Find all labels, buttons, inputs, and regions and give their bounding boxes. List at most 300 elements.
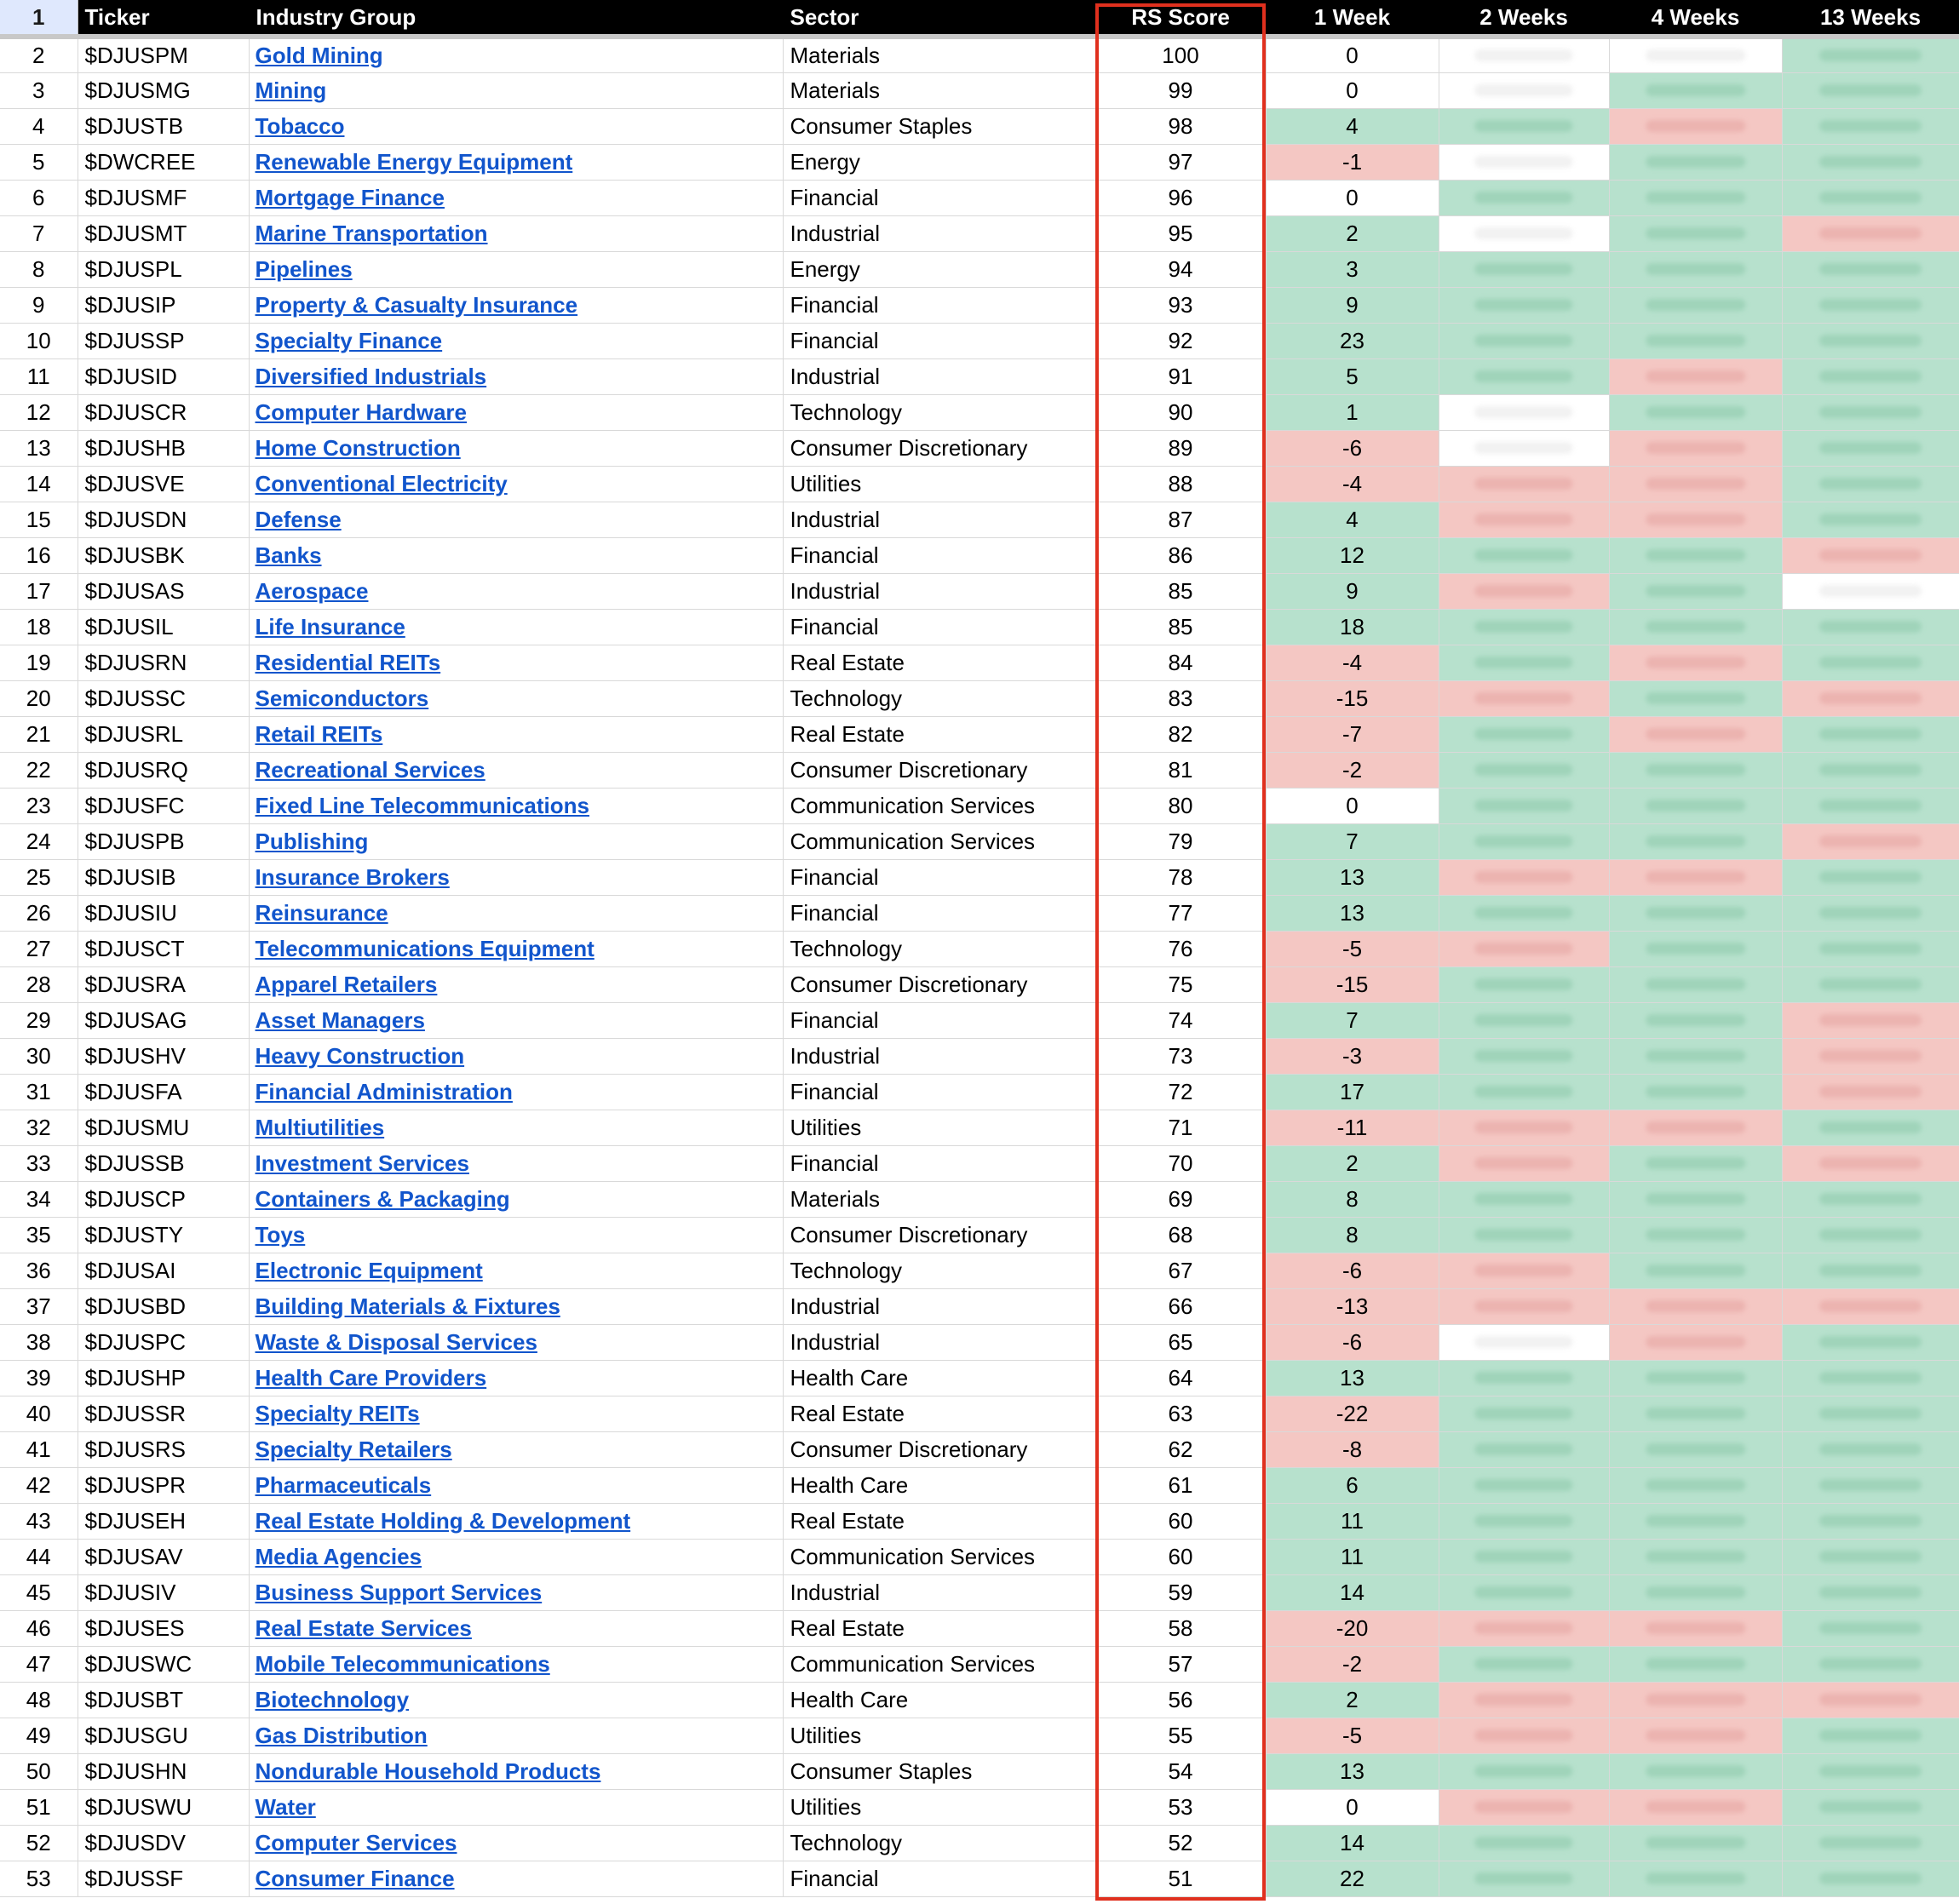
row-number[interactable]: 15 [0,502,78,537]
change-4-weeks-cell[interactable] [1609,1753,1782,1789]
industry-group-cell[interactable] [249,788,783,823]
industry-group-link[interactable]: Biotechnology [255,1686,410,1712]
change-13-weeks-cell[interactable] [1782,1217,1959,1253]
change-13-weeks-cell[interactable] [1782,1074,1959,1110]
industry-group-cell[interactable] [249,108,783,144]
change-1-week-cell[interactable]: 0 [1266,788,1439,823]
row-number[interactable]: 19 [0,645,78,680]
row-number[interactable]: 45 [0,1574,78,1610]
change-1-week-cell[interactable]: -13 [1266,1288,1439,1324]
change-1-week-cell[interactable]: 18 [1266,609,1439,645]
change-4-weeks-cell[interactable] [1609,1145,1782,1181]
change-2-weeks-cell[interactable] [1439,251,1609,287]
sector-cell[interactable]: Financial [783,287,1095,323]
ticker-cell[interactable]: $DJUSMF [78,180,249,215]
change-2-weeks-cell[interactable] [1439,394,1609,430]
industry-group-cell[interactable] [249,1324,783,1360]
change-13-weeks-cell[interactable] [1782,1825,1959,1861]
change-4-weeks-cell[interactable] [1609,144,1782,180]
change-13-weeks-cell[interactable] [1782,1646,1959,1682]
sector-cell[interactable]: Technology [783,931,1095,966]
change-4-weeks-cell[interactable] [1609,1288,1782,1324]
row-number[interactable]: 48 [0,1682,78,1718]
change-1-week-cell[interactable]: 12 [1266,537,1439,573]
ticker-cell[interactable]: $DJUSSP [78,323,249,358]
change-1-week-cell[interactable]: 9 [1266,573,1439,609]
industry-group-cell[interactable] [249,609,783,645]
industry-group-cell[interactable] [249,215,783,251]
row-number[interactable]: 37 [0,1288,78,1324]
row-number[interactable]: 40 [0,1396,78,1431]
industry-group-cell[interactable] [249,1574,783,1610]
change-4-weeks-cell[interactable] [1609,72,1782,108]
sector-cell[interactable]: Communication Services [783,1646,1095,1682]
change-13-weeks-cell[interactable] [1782,37,1959,72]
sector-cell[interactable]: Consumer Discretionary [783,430,1095,466]
rs-score-cell[interactable]: 100 [1095,37,1266,72]
ticker-cell[interactable]: $DJUSTY [78,1217,249,1253]
industry-group-cell[interactable] [249,1646,783,1682]
change-2-weeks-cell[interactable] [1439,1145,1609,1181]
change-4-weeks-cell[interactable] [1609,358,1782,394]
rs-score-cell[interactable]: 90 [1095,394,1266,430]
industry-group-link[interactable]: Building Materials & Fixtures [255,1293,560,1319]
change-1-week-cell[interactable]: -1 [1266,144,1439,180]
ticker-cell[interactable]: $DJUSAS [78,573,249,609]
change-1-week-cell[interactable]: -6 [1266,1253,1439,1288]
sector-cell[interactable]: Communication Services [783,788,1095,823]
industry-group-link[interactable]: Computer Services [255,1829,457,1855]
change-13-weeks-cell[interactable] [1782,823,1959,859]
change-1-week-cell[interactable]: 0 [1266,1789,1439,1825]
change-4-weeks-cell[interactable] [1609,251,1782,287]
ticker-cell[interactable]: $DJUSIV [78,1574,249,1610]
industry-group-cell[interactable] [249,859,783,895]
change-1-week-cell[interactable]: 9 [1266,287,1439,323]
change-2-weeks-cell[interactable] [1439,1253,1609,1288]
change-1-week-cell[interactable]: 8 [1266,1217,1439,1253]
industry-group-cell[interactable] [249,1431,783,1467]
ticker-cell[interactable]: $DJUSSB [78,1145,249,1181]
change-2-weeks-cell[interactable] [1439,931,1609,966]
sector-cell[interactable]: Communication Services [783,823,1095,859]
change-2-weeks-cell[interactable] [1439,823,1609,859]
industry-group-link[interactable]: Media Agencies [255,1543,422,1569]
sector-cell[interactable]: Consumer Staples [783,108,1095,144]
rs-score-cell[interactable]: 57 [1095,1646,1266,1682]
change-4-weeks-cell[interactable] [1609,752,1782,788]
row-number[interactable]: 23 [0,788,78,823]
row-number[interactable]: 29 [0,1002,78,1038]
row-number[interactable]: 22 [0,752,78,788]
row-number[interactable]: 50 [0,1753,78,1789]
sector-cell[interactable]: Financial [783,859,1095,895]
row-number[interactable]: 53 [0,1861,78,1896]
column-header-ticker[interactable]: Ticker [78,0,249,37]
rs-score-cell[interactable]: 64 [1095,1360,1266,1396]
row-number[interactable]: 7 [0,215,78,251]
row-number[interactable]: 33 [0,1145,78,1181]
row-number[interactable]: 27 [0,931,78,966]
change-1-week-cell[interactable]: 13 [1266,1360,1439,1396]
change-4-weeks-cell[interactable] [1609,108,1782,144]
rs-score-cell[interactable]: 89 [1095,430,1266,466]
rs-score-cell[interactable]: 67 [1095,1253,1266,1288]
ticker-cell[interactable]: $DJUSFC [78,788,249,823]
change-1-week-cell[interactable]: 4 [1266,108,1439,144]
change-2-weeks-cell[interactable] [1439,1789,1609,1825]
industry-group-link[interactable]: Health Care Providers [255,1364,487,1391]
change-1-week-cell[interactable]: 17 [1266,1074,1439,1110]
industry-group-cell[interactable] [249,72,783,108]
row-number[interactable]: 18 [0,609,78,645]
rs-score-cell[interactable]: 79 [1095,823,1266,859]
ticker-cell[interactable]: $DJUSPL [78,251,249,287]
row-number[interactable]: 17 [0,573,78,609]
change-2-weeks-cell[interactable] [1439,1861,1609,1896]
change-2-weeks-cell[interactable] [1439,215,1609,251]
change-1-week-cell[interactable]: -5 [1266,1718,1439,1753]
change-13-weeks-cell[interactable] [1782,680,1959,716]
change-1-week-cell[interactable]: -6 [1266,1324,1439,1360]
row-number[interactable]: 46 [0,1610,78,1646]
row-number-header[interactable]: 1 [0,0,78,37]
row-number[interactable]: 36 [0,1253,78,1288]
change-4-weeks-cell[interactable] [1609,323,1782,358]
change-4-weeks-cell[interactable] [1609,573,1782,609]
industry-group-link[interactable]: Specialty Retailers [255,1436,452,1462]
industry-group-cell[interactable] [249,1610,783,1646]
industry-group-link[interactable]: Real Estate Holding & Development [255,1507,631,1534]
sector-cell[interactable]: Financial [783,609,1095,645]
industry-group-cell[interactable] [249,1753,783,1789]
change-4-weeks-cell[interactable] [1609,931,1782,966]
industry-group-cell[interactable] [249,752,783,788]
row-number[interactable]: 3 [0,72,78,108]
industry-group-cell[interactable] [249,1503,783,1539]
industry-group-link[interactable]: Multiutilities [255,1114,385,1140]
industry-group-link[interactable]: Specialty Finance [255,327,443,353]
sector-cell[interactable]: Consumer Discretionary [783,966,1095,1002]
change-2-weeks-cell[interactable] [1439,1825,1609,1861]
change-13-weeks-cell[interactable] [1782,1574,1959,1610]
ticker-cell[interactable]: $DJUSIL [78,609,249,645]
change-4-weeks-cell[interactable] [1609,716,1782,752]
ticker-cell[interactable]: $DJUSSR [78,1396,249,1431]
row-number[interactable]: 47 [0,1646,78,1682]
industry-group-link[interactable]: Marine Transportation [255,220,488,246]
rs-score-cell[interactable]: 76 [1095,931,1266,966]
change-2-weeks-cell[interactable] [1439,287,1609,323]
rs-score-cell[interactable]: 91 [1095,358,1266,394]
change-4-weeks-cell[interactable] [1609,859,1782,895]
change-13-weeks-cell[interactable] [1782,752,1959,788]
change-4-weeks-cell[interactable] [1609,1038,1782,1074]
change-4-weeks-cell[interactable] [1609,788,1782,823]
industry-group-cell[interactable] [249,1718,783,1753]
change-1-week-cell[interactable]: -8 [1266,1431,1439,1467]
change-2-weeks-cell[interactable] [1439,895,1609,931]
industry-group-link[interactable]: Investment Services [255,1150,469,1176]
column-header-4-weeks[interactable]: 4 Weeks [1609,0,1782,37]
change-4-weeks-cell[interactable] [1609,1825,1782,1861]
change-13-weeks-cell[interactable] [1782,931,1959,966]
row-number[interactable]: 41 [0,1431,78,1467]
sector-cell[interactable]: Consumer Discretionary [783,752,1095,788]
industry-group-cell[interactable] [249,1110,783,1145]
change-2-weeks-cell[interactable] [1439,645,1609,680]
change-1-week-cell[interactable]: 7 [1266,823,1439,859]
sector-cell[interactable]: Health Care [783,1360,1095,1396]
sector-cell[interactable]: Industrial [783,1574,1095,1610]
change-13-weeks-cell[interactable] [1782,609,1959,645]
change-1-week-cell[interactable]: -5 [1266,931,1439,966]
change-13-weeks-cell[interactable] [1782,215,1959,251]
change-13-weeks-cell[interactable] [1782,251,1959,287]
rs-score-cell[interactable]: 72 [1095,1074,1266,1110]
sector-cell[interactable]: Real Estate [783,1610,1095,1646]
change-13-weeks-cell[interactable] [1782,1431,1959,1467]
ticker-cell[interactable]: $DJUSPR [78,1467,249,1503]
row-number[interactable]: 32 [0,1110,78,1145]
rs-score-cell[interactable]: 77 [1095,895,1266,931]
row-number[interactable]: 9 [0,287,78,323]
change-4-weeks-cell[interactable] [1609,430,1782,466]
ticker-cell[interactable]: $DJUSSF [78,1861,249,1896]
sector-cell[interactable]: Financial [783,537,1095,573]
sector-cell[interactable]: Industrial [783,1288,1095,1324]
change-1-week-cell[interactable]: -15 [1266,680,1439,716]
change-4-weeks-cell[interactable] [1609,1718,1782,1753]
column-header-13-weeks[interactable]: 13 Weeks [1782,0,1959,37]
ticker-cell[interactable]: $DJUSRS [78,1431,249,1467]
sector-cell[interactable]: Consumer Staples [783,1753,1095,1789]
sector-cell[interactable]: Utilities [783,1718,1095,1753]
change-4-weeks-cell[interactable] [1609,1217,1782,1253]
change-4-weeks-cell[interactable] [1609,1002,1782,1038]
industry-group-link[interactable]: Retail REITs [255,720,383,747]
ticker-cell[interactable]: $DWCREE [78,144,249,180]
ticker-cell[interactable]: $DJUSHN [78,1753,249,1789]
change-2-weeks-cell[interactable] [1439,1610,1609,1646]
change-1-week-cell[interactable]: 6 [1266,1467,1439,1503]
rs-score-cell[interactable]: 52 [1095,1825,1266,1861]
change-2-weeks-cell[interactable] [1439,859,1609,895]
sector-cell[interactable]: Consumer Discretionary [783,1217,1095,1253]
industry-group-link[interactable]: Property & Casualty Insurance [255,291,578,318]
industry-group-link[interactable]: Aerospace [255,577,369,604]
change-1-week-cell[interactable]: 0 [1266,72,1439,108]
change-2-weeks-cell[interactable] [1439,37,1609,72]
change-4-weeks-cell[interactable] [1609,1253,1782,1288]
change-4-weeks-cell[interactable] [1609,1324,1782,1360]
change-4-weeks-cell[interactable] [1609,466,1782,502]
ticker-cell[interactable]: $DJUSAV [78,1539,249,1574]
change-2-weeks-cell[interactable] [1439,609,1609,645]
change-2-weeks-cell[interactable] [1439,788,1609,823]
change-13-weeks-cell[interactable] [1782,1682,1959,1718]
change-13-weeks-cell[interactable] [1782,1110,1959,1145]
ticker-cell[interactable]: $DJUSIB [78,859,249,895]
ticker-cell[interactable]: $DJUSRQ [78,752,249,788]
industry-group-cell[interactable] [249,823,783,859]
industry-group-link[interactable]: Heavy Construction [255,1042,465,1069]
change-4-weeks-cell[interactable] [1609,1610,1782,1646]
change-13-weeks-cell[interactable] [1782,1145,1959,1181]
industry-group-link[interactable]: Fixed Line Telecommunications [255,792,589,818]
change-13-weeks-cell[interactable] [1782,1610,1959,1646]
sector-cell[interactable]: Materials [783,72,1095,108]
ticker-cell[interactable]: $DJUSRA [78,966,249,1002]
rs-score-cell[interactable]: 70 [1095,1145,1266,1181]
change-2-weeks-cell[interactable] [1439,108,1609,144]
rs-score-cell[interactable]: 93 [1095,287,1266,323]
industry-group-cell[interactable] [249,1145,783,1181]
ticker-cell[interactable]: $DJUSMT [78,215,249,251]
change-2-weeks-cell[interactable] [1439,1288,1609,1324]
industry-group-link[interactable]: Recreational Services [255,756,485,783]
row-number[interactable]: 42 [0,1467,78,1503]
rs-score-cell[interactable]: 66 [1095,1288,1266,1324]
sector-cell[interactable]: Real Estate [783,1503,1095,1539]
sector-cell[interactable]: Industrial [783,502,1095,537]
industry-group-cell[interactable] [249,323,783,358]
sector-cell[interactable]: Health Care [783,1467,1095,1503]
industry-group-link[interactable]: Insurance Brokers [255,863,450,890]
change-1-week-cell[interactable]: -4 [1266,645,1439,680]
ticker-cell[interactable]: $DJUSPM [78,37,249,72]
rs-score-cell[interactable]: 99 [1095,72,1266,108]
rs-score-cell[interactable]: 85 [1095,609,1266,645]
change-13-weeks-cell[interactable] [1782,180,1959,215]
change-2-weeks-cell[interactable] [1439,1539,1609,1574]
rs-score-cell[interactable]: 71 [1095,1110,1266,1145]
change-4-weeks-cell[interactable] [1609,1646,1782,1682]
industry-group-link[interactable]: Residential REITs [255,649,441,675]
row-number[interactable]: 6 [0,180,78,215]
change-1-week-cell[interactable]: 22 [1266,1861,1439,1896]
change-4-weeks-cell[interactable] [1609,287,1782,323]
sector-cell[interactable]: Energy [783,251,1095,287]
change-4-weeks-cell[interactable] [1609,1110,1782,1145]
industry-group-cell[interactable] [249,37,783,72]
ticker-cell[interactable]: $DJUSWC [78,1646,249,1682]
change-4-weeks-cell[interactable] [1609,1360,1782,1396]
rs-score-cell[interactable]: 54 [1095,1753,1266,1789]
industry-group-link[interactable]: Nondurable Household Products [255,1758,601,1784]
ticker-cell[interactable]: $DJUSPC [78,1324,249,1360]
change-13-weeks-cell[interactable] [1782,645,1959,680]
row-number[interactable]: 31 [0,1074,78,1110]
ticker-cell[interactable]: $DJUSPB [78,823,249,859]
change-1-week-cell[interactable]: 23 [1266,323,1439,358]
change-13-weeks-cell[interactable] [1782,394,1959,430]
change-13-weeks-cell[interactable] [1782,144,1959,180]
change-13-weeks-cell[interactable] [1782,1539,1959,1574]
industry-group-cell[interactable] [249,1467,783,1503]
row-number[interactable]: 14 [0,466,78,502]
change-1-week-cell[interactable]: 0 [1266,37,1439,72]
row-number[interactable]: 43 [0,1503,78,1539]
industry-group-link[interactable]: Waste & Disposal Services [255,1328,537,1355]
change-1-week-cell[interactable]: -4 [1266,466,1439,502]
ticker-cell[interactable]: $DJUSMU [78,1110,249,1145]
sector-cell[interactable]: Financial [783,1861,1095,1896]
industry-group-link[interactable]: Diversified Industrials [255,363,487,389]
ticker-cell[interactable]: $DJUSID [78,358,249,394]
row-number[interactable]: 20 [0,680,78,716]
row-number[interactable]: 5 [0,144,78,180]
change-2-weeks-cell[interactable] [1439,144,1609,180]
change-1-week-cell[interactable]: 7 [1266,1002,1439,1038]
change-2-weeks-cell[interactable] [1439,72,1609,108]
rs-score-cell[interactable]: 60 [1095,1503,1266,1539]
change-1-week-cell[interactable]: 2 [1266,215,1439,251]
change-4-weeks-cell[interactable] [1609,1431,1782,1467]
row-number[interactable]: 13 [0,430,78,466]
change-2-weeks-cell[interactable] [1439,1574,1609,1610]
sector-cell[interactable]: Financial [783,1074,1095,1110]
industry-group-cell[interactable] [249,502,783,537]
change-2-weeks-cell[interactable] [1439,1503,1609,1539]
change-1-week-cell[interactable]: -11 [1266,1110,1439,1145]
industry-group-cell[interactable] [249,1181,783,1217]
change-2-weeks-cell[interactable] [1439,752,1609,788]
ticker-cell[interactable]: $DJUSCR [78,394,249,430]
industry-group-link[interactable]: Business Support Services [255,1579,543,1605]
industry-group-cell[interactable] [249,1038,783,1074]
industry-group-cell[interactable] [249,573,783,609]
industry-group-link[interactable]: Financial Administration [255,1078,513,1104]
change-2-weeks-cell[interactable] [1439,966,1609,1002]
change-13-weeks-cell[interactable] [1782,1503,1959,1539]
industry-group-cell[interactable] [249,1682,783,1718]
industry-group-cell[interactable] [249,1396,783,1431]
rs-score-cell[interactable]: 60 [1095,1539,1266,1574]
change-4-weeks-cell[interactable] [1609,1574,1782,1610]
change-2-weeks-cell[interactable] [1439,1682,1609,1718]
ticker-cell[interactable]: $DJUSFA [78,1074,249,1110]
industry-group-cell[interactable] [249,358,783,394]
change-1-week-cell[interactable]: -20 [1266,1610,1439,1646]
industry-group-link[interactable]: Apparel Retailers [255,971,438,997]
change-13-weeks-cell[interactable] [1782,1396,1959,1431]
row-number[interactable]: 11 [0,358,78,394]
change-13-weeks-cell[interactable] [1782,895,1959,931]
change-13-weeks-cell[interactable] [1782,323,1959,358]
rs-score-cell[interactable]: 68 [1095,1217,1266,1253]
ticker-cell[interactable]: $DJUSDN [78,502,249,537]
rs-score-cell[interactable]: 55 [1095,1718,1266,1753]
industry-group-cell[interactable] [249,1861,783,1896]
rs-score-cell[interactable]: 69 [1095,1181,1266,1217]
sector-cell[interactable]: Materials [783,37,1095,72]
change-1-week-cell[interactable]: -2 [1266,752,1439,788]
industry-group-cell[interactable] [249,466,783,502]
rs-score-cell[interactable]: 74 [1095,1002,1266,1038]
row-number[interactable]: 35 [0,1217,78,1253]
industry-group-link[interactable]: Home Construction [255,434,461,461]
change-13-weeks-cell[interactable] [1782,1002,1959,1038]
change-2-weeks-cell[interactable] [1439,466,1609,502]
row-number[interactable]: 10 [0,323,78,358]
industry-group-link[interactable]: Defense [255,506,342,532]
row-number[interactable]: 12 [0,394,78,430]
industry-group-link[interactable]: Mining [255,77,327,103]
sector-cell[interactable]: Industrial [783,1038,1095,1074]
industry-group-cell[interactable] [249,537,783,573]
row-number[interactable]: 4 [0,108,78,144]
